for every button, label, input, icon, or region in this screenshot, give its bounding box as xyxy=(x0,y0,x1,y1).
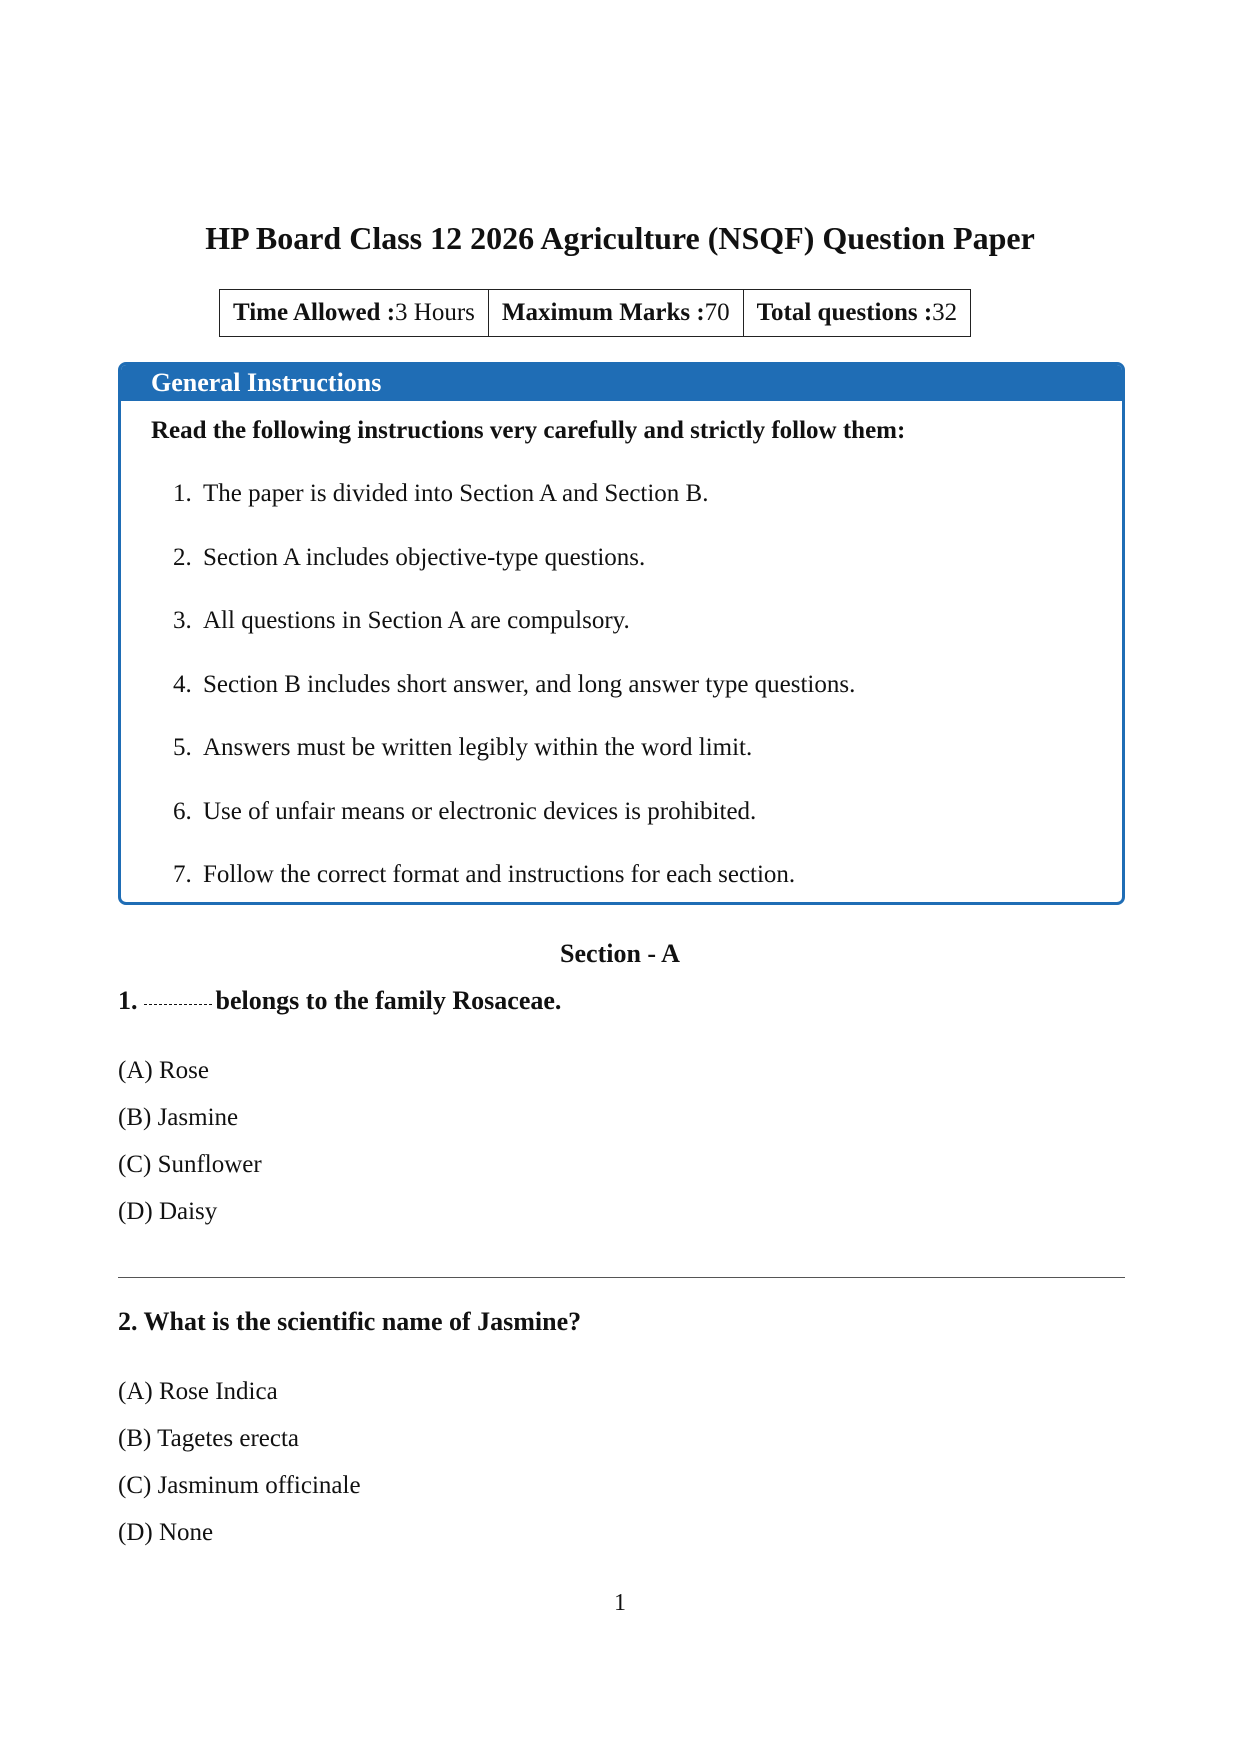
instruction-item xyxy=(173,542,855,606)
instruction-text: Follow the correct format and instructions for each section. xyxy=(203,861,796,888)
instruction-text: Use of unfair means or electronic devices is prohibited. xyxy=(203,797,757,825)
general-instructions-box xyxy=(118,362,1125,905)
maximum-marks-cell xyxy=(488,290,743,336)
option-d: (D) Daisy xyxy=(118,1198,218,1225)
instruction-item xyxy=(173,478,855,542)
instruction-item xyxy=(173,605,855,669)
instructions-list xyxy=(173,478,855,905)
instruction-number: 7. xyxy=(173,861,192,888)
question-number: 2. xyxy=(118,1307,138,1336)
option-a: (A) Rose Indica xyxy=(118,1378,278,1405)
maximum-marks-label: Maximum Marks : xyxy=(501,299,705,326)
instruction-number: 6. xyxy=(173,797,192,825)
instruction-item xyxy=(173,796,855,860)
page-title: HP Board Class 12 2026 Agriculture (NSQF) Question Paper xyxy=(205,220,1035,256)
instruction-number: 5. xyxy=(173,734,192,761)
instruction-text: Section A includes objective-type questions. xyxy=(203,543,646,571)
instructions-lead: Read the following instructions very carefully and strictly follow them: xyxy=(151,417,906,444)
instruction-item xyxy=(173,859,855,905)
option-c: (C) Sunflower xyxy=(118,1151,262,1178)
instruction-text: Answers must be written legibly within the word limit. xyxy=(203,734,753,761)
time-allowed-value: 3 Hours xyxy=(395,299,475,326)
option-c: (C) Jasminum officinale xyxy=(118,1472,361,1499)
question-text: belongs to the family Rosaceae. xyxy=(215,986,562,1015)
question-divider xyxy=(118,1277,1125,1278)
question-1 xyxy=(118,985,561,1017)
instruction-number: 1. xyxy=(173,480,192,507)
instruction-text: Section B includes short answer, and long answer type questions. xyxy=(203,670,856,698)
section-a-title: Section - A xyxy=(560,939,680,968)
total-questions-cell xyxy=(743,290,971,336)
answer-blank xyxy=(144,1004,212,1005)
instruction-number: 4. xyxy=(173,670,192,698)
time-allowed-label: Time Allowed : xyxy=(233,299,396,326)
question-2-options xyxy=(118,1376,361,1564)
instructions-header: General Instructions xyxy=(121,365,1122,401)
instruction-text: All questions in Section A are compulsory. xyxy=(203,607,630,634)
total-questions-value: 32 xyxy=(932,299,958,326)
total-questions-label: Total questions : xyxy=(756,299,933,326)
page-number: 1 xyxy=(614,1590,626,1616)
instruction-number: 3. xyxy=(173,607,192,634)
question-text: What is the scientific name of Jasmine? xyxy=(143,1307,582,1336)
option-d: (D) None xyxy=(118,1519,214,1546)
option-a: (A) Rose xyxy=(118,1057,209,1084)
question-1-options xyxy=(118,1055,262,1243)
instruction-number: 2. xyxy=(173,543,192,571)
option-b: (B) Tagetes erecta xyxy=(118,1425,300,1452)
question-2 xyxy=(118,1306,581,1338)
instruction-item xyxy=(173,732,855,796)
question-number: 1. xyxy=(118,986,138,1015)
exam-info-table xyxy=(219,289,971,337)
instruction-text: The paper is divided into Section A and Section B. xyxy=(203,480,709,507)
time-allowed-cell xyxy=(220,290,488,336)
option-b: (B) Jasmine xyxy=(118,1104,239,1131)
maximum-marks-value: 70 xyxy=(704,299,730,326)
instruction-item xyxy=(173,669,855,733)
